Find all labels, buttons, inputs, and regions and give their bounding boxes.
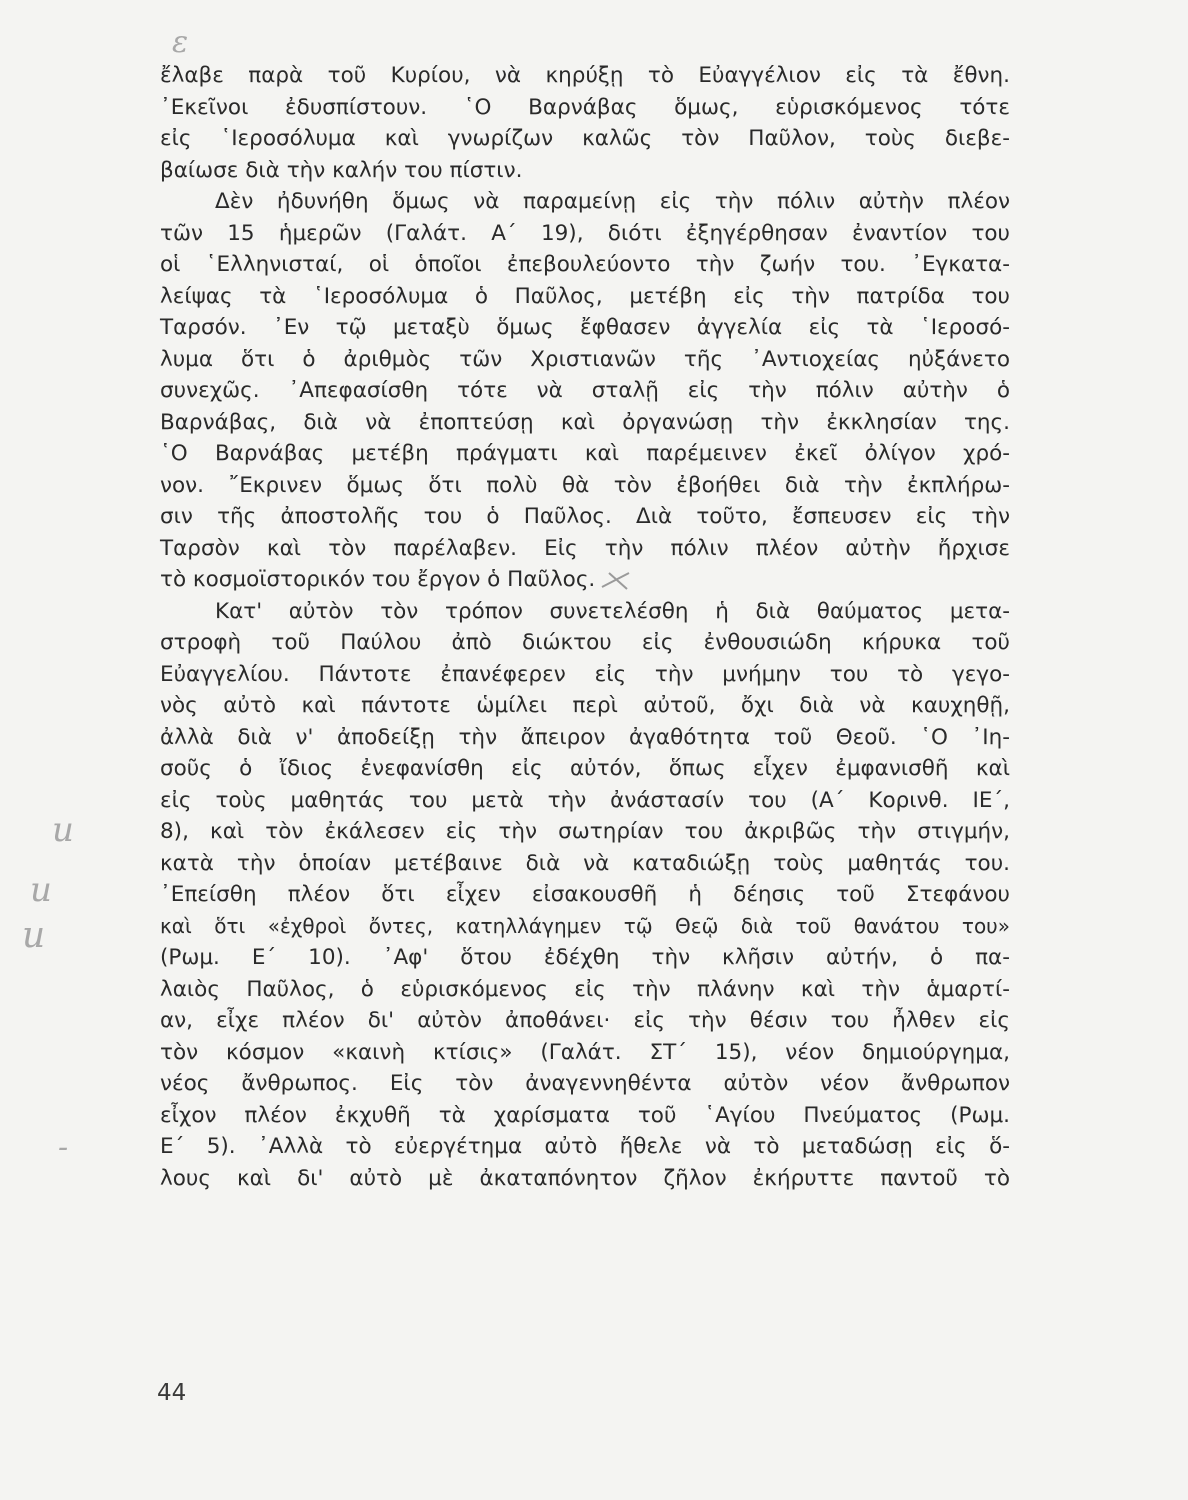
- text-line: κατὰ τὴν ὁποίαν μετέβαινε διὰ νὰ καταδιώξῃ τοὺς μαθητάς του.: [160, 850, 1010, 876]
- text-line: Ε΄ 5). ᾿Αλλὰ τὸ εὐεργέτημα αὐτὸ ἤθελε νὰ τὸ μεταδώσῃ εἰς ὅ-: [160, 1134, 1010, 1159]
- text-line: ἀλλὰ διὰ ν' ἀποδείξῃ τὴν ἄπειρον ἀγαθότητα τοῦ Θεοῦ. ῾Ο ᾿Ιη-: [160, 724, 1010, 750]
- text-line: στροφὴ τοῦ Παύλου ἀπὸ διώκτου εἰς ἐνθουσιώδη κήρυκα τοῦ: [160, 630, 1010, 655]
- paragraph-1: [160, 60, 1010, 186]
- pencil-cross-icon: [599, 569, 633, 591]
- text-line: τῶν 15 ἡμερῶν (Γαλάτ. Α΄ 19), διότι ἐξηγέρθησαν ἐναντίον του: [160, 220, 1010, 246]
- body-text: [160, 60, 1010, 1194]
- paragraph-2: [160, 186, 1010, 596]
- margin-pencil-mark: u: [22, 915, 46, 956]
- text-line: νέος ἄνθρωπος. Εἰς τὸν ἀναγεννηθέντα αὐτὸν νέον ἄνθρωπον: [160, 1071, 1010, 1096]
- text-line: λυμα ὅτι ὁ ἀριθμὸς τῶν Χριστιανῶν τῆς ᾿Αντιοχείας ηὐξάνετο: [160, 346, 1010, 372]
- text-line: (Ρωμ. Ε΄ 10). ᾿Αφ' ὅτου ἐδέχθη τὴν κλῆσιν αὐτήν, ὁ πα-: [160, 945, 1010, 970]
- text-line: νὸς αὐτὸ καὶ πάντοτε ὡμίλει περὶ αὐτοῦ, ὄχι διὰ νὰ καυχηθῇ,: [160, 693, 1010, 718]
- text-line: Ταρσόν. ᾿Εν τῷ μεταξὺ ὅμως ἔφθασεν ἀγγελία εἰς τὰ ῾Ιεροσό-: [160, 315, 1010, 340]
- text-line: Κατ' αὐτὸν τὸν τρόπον συνετελέσθη ἡ διὰ θαύματος μετα-: [215, 598, 1010, 624]
- text-line-content: τὸ κοσμοϊστορικόν του ἔργον ὁ Παῦλος.: [160, 567, 596, 592]
- text-line: τὸν κόσμον «καινὴ κτίσις» (Γαλάτ. ΣΤ΄ 15), νέον δημιούργημα,: [160, 1039, 1010, 1065]
- text-line: Ταρσὸν καὶ τὸν παρέλαβεν. Εἰς τὴν πόλιν πλέον αὐτὴν ἤρχισε: [160, 535, 1010, 561]
- text-line: ῾Ο Βαρνάβας μετέβη πράγματι καὶ παρέμεινεν ἐκεῖ ὀλίγον χρό-: [160, 441, 1010, 466]
- text-line: σιν τῆς ἀποστολῆς του ὁ Παῦλος. Διὰ τοῦτο, ἔσπευσεν εἰς τὴν: [160, 504, 1010, 529]
- text-line: ᾿Εκεῖνοι ἐδυσπίστουν. ῾Ο Βαρνάβας ὅμως, εὑρισκόμενος τότε: [160, 94, 1010, 120]
- text-line: Δὲν ἠδυνήθη ὅμως νὰ παραμείνῃ εἰς τὴν πόλιν αὐτὴν πλέον: [215, 189, 1010, 214]
- text-line: σοῦς ὁ ἴδιος ἐνεφανίσθη εἰς αὐτόν, ὅπως εἶχεν ἐμφανισθῆ καὶ: [160, 756, 1010, 781]
- text-line: εἶχον πλέον ἐκχυθῆ τὰ χαρίσματα τοῦ ῾Αγίου Πνεύματος (Ρωμ.: [160, 1102, 1010, 1128]
- text-line: Εὐαγγελίου. Πάντοτε ἐπανέφερεν εἰς τὴν μνήμην του τὸ γεγο-: [160, 661, 1010, 687]
- page-number: 44: [157, 1380, 187, 1406]
- margin-pencil-mark: u: [30, 870, 52, 910]
- text-line: λαιὸς Παῦλος, ὁ εὑρισκόμενος εἰς τὴν πλάνην καὶ τὴν ἁμαρτί-: [160, 976, 1010, 1002]
- text-line: ἔλαβε παρὰ τοῦ Κυρίου, νὰ κηρύξῃ τὸ Εὐαγγέλιον εἰς τὰ ἔθνη.: [160, 63, 1010, 88]
- text-line: νον. ῎Εκρινεν ὅμως ὅτι πολὺ θὰ τὸν ἐβοήθει διὰ τὴν ἐκπλήρω-: [160, 472, 1010, 498]
- margin-pencil-mark: u: [52, 810, 74, 850]
- text-line: Βαρνάβας, διὰ νὰ ἐποπτεύσῃ καὶ ὀργανώσῃ τὴν ἐκκλησίαν της.: [160, 409, 1010, 435]
- text-line: αν, εἶχε πλέον δι' αὐτὸν ἀποθάνει· εἰς τὴν θέσιν του ἦλθεν εἰς: [160, 1008, 1010, 1033]
- text-line: βαίωσε διὰ τὴν καλήν του πίστιν.: [160, 157, 523, 183]
- text-line: καὶ ὅτι «ἐχθροὶ ὄντες, κατηλλάγημεν τῷ Θεῷ διὰ τοῦ θανάτου του»: [160, 913, 1010, 938]
- text-line-final: [160, 564, 1010, 596]
- text-line: συνεχῶς. ᾿Απεφασίσθη τότε νὰ σταλῇ εἰς τὴν πόλιν αὐτὴν ὁ: [160, 378, 1010, 403]
- margin-pencil-mark-top: ε: [172, 25, 189, 60]
- margin-pencil-mark: -: [58, 1130, 69, 1165]
- text-line: εἰς τοὺς μαθητάς του μετὰ τὴν ἀνάστασίν του (Α΄ Κορινθ. ΙΕ΄,: [160, 787, 1010, 813]
- text-line: ᾿Επείσθη πλέον ὅτι εἶχεν εἰσακουσθῆ ἡ δέησις τοῦ Στεφάνου: [160, 882, 1010, 907]
- paragraph-3: [160, 596, 1010, 1195]
- text-line: λείψας τὰ ῾Ιεροσόλυμα ὁ Παῦλος, μετέβη εἰς τὴν πατρίδα του: [160, 283, 1010, 309]
- text-line: λους καὶ δι' αὐτὸ μὲ ἀκαταπόνητον ζῆλον ἐκήρυττε παντοῦ τὸ: [160, 1165, 1010, 1191]
- text-line: οἱ ῾Ελληνισταί, οἱ ὁποῖοι ἐπεβουλεύοντο τὴν ζωήν του. ᾿Εγκατα-: [160, 252, 1010, 277]
- text-line: 8), καὶ τὸν ἐκάλεσεν εἰς τὴν σωτηρίαν του ἀκριβῶς τὴν στιγμήν,: [160, 819, 1010, 844]
- text-line: εἰς ῾Ιεροσόλυμα καὶ γνωρίζων καλῶς τὸν Παῦλον, τοὺς διεβε-: [160, 126, 1010, 151]
